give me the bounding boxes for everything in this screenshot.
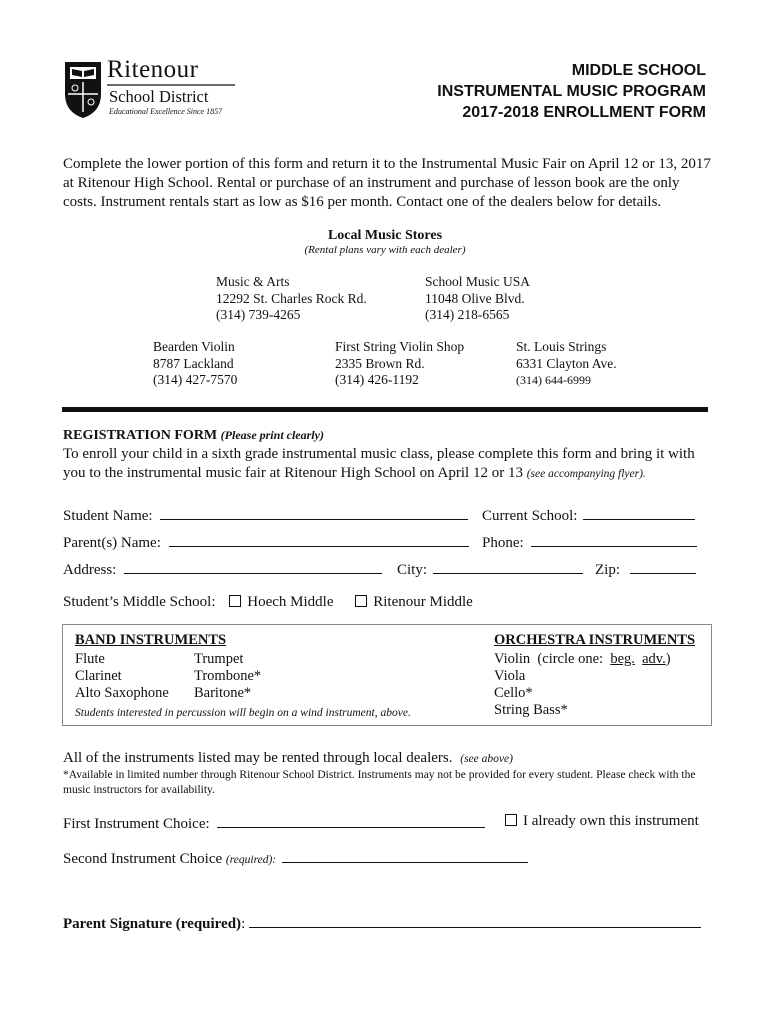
district-logo bbox=[63, 56, 238, 120]
student-name-label: Student Name: bbox=[63, 508, 153, 524]
store-address: 6331 Clayton Ave. bbox=[516, 355, 617, 371]
registration-note: (Please print clearly) bbox=[220, 428, 324, 442]
ritenour-label: Ritenour Middle bbox=[373, 594, 473, 610]
band-col-1 bbox=[75, 651, 169, 702]
percussion-note: Students interested in percussion will begin on a wind instrument, above. bbox=[75, 707, 411, 719]
own-instrument-label: I already own this instrument bbox=[523, 813, 699, 829]
checkbox-icon[interactable] bbox=[229, 595, 241, 607]
intro-paragraph: Complete the lower portion of this form and return it to the Instrumental Music Fair on April 12 or 13, 2017 at Ritenour High School. Rental or purchase of an instrument and purchase of lesson book are the only costs. Instrument rentals start as low as $16 per month. Contact one of the dealers below for details. bbox=[63, 156, 711, 210]
beg-option[interactable]: beg. bbox=[610, 651, 635, 667]
store-phone: (314) 426-1192 bbox=[335, 372, 419, 387]
store-school-music-usa bbox=[425, 274, 530, 324]
store-bearden-violin bbox=[153, 339, 237, 389]
registration-heading: REGISTRATION FORM bbox=[63, 428, 218, 443]
store-address: 2335 Brown Rd. bbox=[335, 355, 425, 371]
middle-school-label: Student’s Middle School: bbox=[63, 594, 216, 610]
violin-row bbox=[494, 651, 671, 668]
address-label: Address: bbox=[63, 562, 117, 578]
hoech-label: Hoech Middle bbox=[247, 594, 334, 610]
title-line-2: INSTRUMENTAL MUSIC PROGRAM bbox=[437, 83, 706, 100]
band-col-2 bbox=[194, 651, 261, 702]
title-line-1: MIDDLE SCHOOL bbox=[571, 62, 706, 79]
second-choice-note: (required): bbox=[225, 854, 277, 866]
city-row bbox=[397, 559, 583, 579]
current-school-label: Current School: bbox=[482, 508, 578, 524]
orchestra-list bbox=[494, 668, 568, 719]
city-label: City: bbox=[397, 562, 428, 578]
current-school-field[interactable] bbox=[583, 505, 695, 520]
store-st-louis-strings bbox=[516, 339, 617, 389]
phone-field[interactable] bbox=[531, 532, 697, 547]
student-name-field[interactable] bbox=[160, 505, 468, 520]
instrument-cello: Cello* bbox=[494, 685, 533, 701]
student-name-row bbox=[63, 505, 468, 525]
section-divider bbox=[62, 407, 708, 412]
instrument-flute: Flute bbox=[75, 651, 105, 667]
store-address: 11048 Olive Blvd. bbox=[425, 290, 525, 306]
logo-tagline: Educational Excellence Since 1857 bbox=[109, 107, 223, 116]
store-name: Bearden Violin bbox=[153, 339, 235, 354]
current-school-row bbox=[482, 505, 695, 525]
instrument-trumpet: Trumpet bbox=[194, 651, 244, 667]
phone-row bbox=[482, 532, 697, 552]
instrument-clarinet: Clarinet bbox=[75, 668, 122, 684]
signature-label: Parent Signature (required) bbox=[63, 916, 242, 932]
first-choice-label: First Instrument Choice: bbox=[63, 816, 210, 832]
violin-close: ) bbox=[665, 651, 671, 667]
parent-name-row bbox=[63, 532, 469, 552]
registration-body: To enroll your child in a sixth grade instrumental music class, please complete this form and bring it with you to the instrumental music fair at Ritenour High School on April 12 or 13 bbox=[63, 446, 695, 481]
first-choice-field[interactable] bbox=[217, 813, 485, 828]
store-address: 8787 Lackland bbox=[153, 355, 234, 371]
orchestra-title: ORCHESTRA INSTRUMENTS bbox=[494, 632, 696, 648]
store-name: Music & Arts bbox=[216, 274, 290, 289]
parent-name-label: Parent(s) Name: bbox=[63, 535, 161, 551]
signature-field[interactable] bbox=[249, 913, 701, 928]
first-choice-row bbox=[63, 813, 485, 833]
checkbox-icon[interactable] bbox=[505, 814, 517, 826]
store-name: First String Violin Shop bbox=[335, 339, 465, 354]
own-instrument-row[interactable] bbox=[505, 813, 699, 830]
rental-note-small: (see above) bbox=[460, 753, 513, 765]
ritenour-option[interactable] bbox=[355, 594, 473, 610]
stores-subtitle: (Rental plans vary with each dealer) bbox=[304, 244, 466, 256]
store-name: School Music USA bbox=[425, 274, 531, 289]
zip-row bbox=[595, 559, 696, 579]
checkbox-icon[interactable] bbox=[355, 595, 367, 607]
city-field[interactable] bbox=[433, 559, 583, 574]
form-title bbox=[437, 60, 706, 123]
address-field[interactable] bbox=[124, 559, 382, 574]
phone-label: Phone: bbox=[482, 535, 524, 551]
second-choice-field[interactable] bbox=[282, 848, 528, 863]
instrument-baritone: Baritone* bbox=[194, 685, 252, 701]
stores-title: Local Music Stores bbox=[327, 228, 443, 243]
zip-field[interactable] bbox=[630, 559, 696, 574]
store-phone: (314) 644-6999 bbox=[516, 373, 591, 387]
zip-label: Zip: bbox=[595, 562, 620, 578]
address-row bbox=[63, 559, 382, 579]
registration-instructions bbox=[63, 445, 713, 484]
instrument-alto-sax: Alto Saxophone bbox=[75, 685, 169, 701]
rental-note-text: All of the instruments listed may be rented through local dealers. bbox=[63, 750, 453, 766]
availability-note: *Available in limited number through Ritenour School District. Instruments may not be provided for every student. Please check with the music instructors for availability. bbox=[63, 769, 696, 796]
logo-name: Ritenour bbox=[107, 56, 199, 83]
signature-row: Parent Signature (required): bbox=[63, 913, 701, 933]
rental-note bbox=[63, 750, 513, 767]
registration-body-note: (see accompanying flyer). bbox=[526, 468, 646, 480]
title-line-3: 2017-2018 ENROLLMENT FORM bbox=[462, 104, 706, 121]
store-phone: (314) 427-7570 bbox=[153, 372, 238, 387]
hoech-option[interactable] bbox=[229, 594, 333, 610]
middle-school-row bbox=[63, 594, 473, 611]
store-name: St. Louis Strings bbox=[516, 339, 607, 354]
parent-name-field[interactable] bbox=[169, 532, 469, 547]
instrument-viola: Viola bbox=[494, 668, 526, 684]
band-title: BAND INSTRUMENTS bbox=[75, 632, 227, 648]
instrument-trombone: Trombone* bbox=[194, 668, 262, 684]
adv-option[interactable]: adv. bbox=[642, 651, 666, 667]
store-phone: (314) 218-6565 bbox=[425, 307, 510, 322]
instrument-violin: Violin (circle one: bbox=[494, 651, 604, 667]
instrument-string-bass: String Bass* bbox=[494, 702, 568, 718]
second-choice-row bbox=[63, 848, 528, 868]
store-first-string bbox=[335, 339, 464, 389]
logo-subname: School District bbox=[109, 87, 209, 106]
store-music-arts bbox=[216, 274, 367, 324]
second-choice-label: Second Instrument Choice bbox=[63, 851, 223, 867]
store-phone: (314) 739-4265 bbox=[216, 307, 301, 322]
store-address: 12292 St. Charles Rock Rd. bbox=[216, 290, 367, 306]
registration-title bbox=[63, 428, 324, 444]
